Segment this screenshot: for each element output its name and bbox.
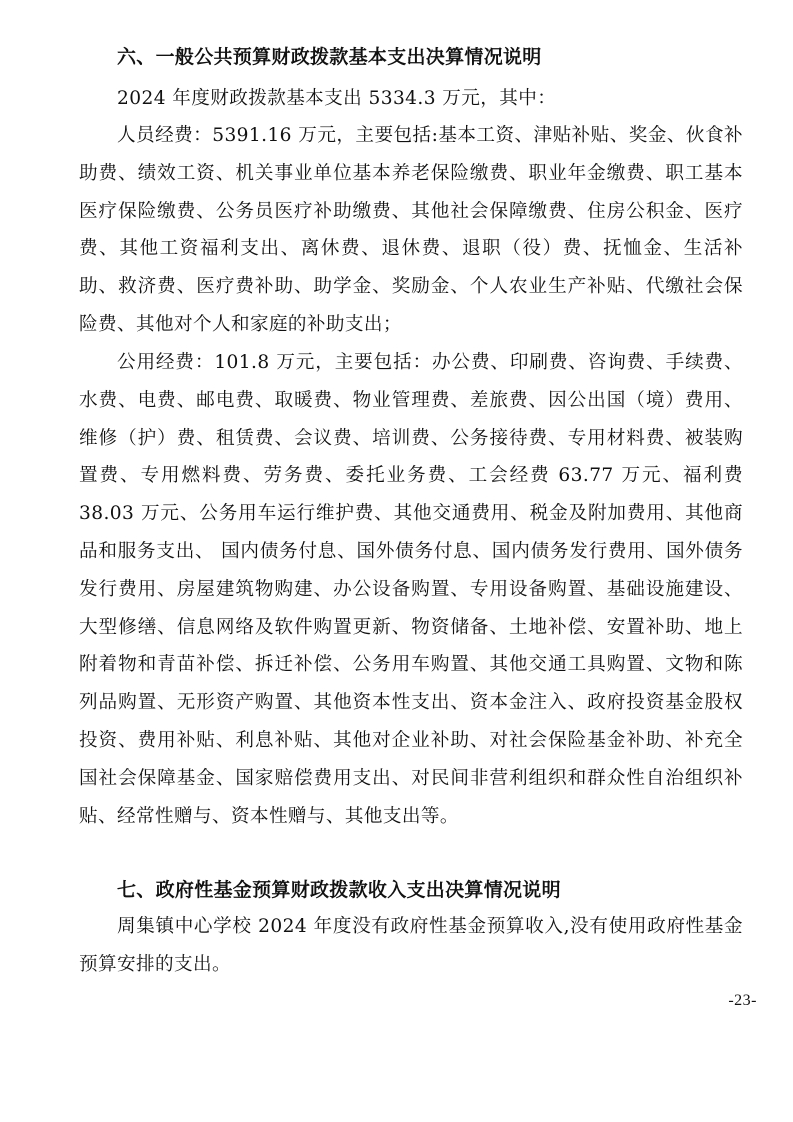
section-7-heading: 七、政府性基金预算财政拨款收入支出决算情况说明 bbox=[117, 879, 561, 901]
personnel-expenses-paragraph: 人员经费：5391.16 万元，主要包括:基本工资、津贴补贴、奖金、伙食补助费、绩效工资、机关事业单位基本养老保险缴费、职业年金缴费、职工基本医疗保险缴费、公务员医疗补助缴费、其他社会保障缴费、住房公积金、医疗费、其他工资福利支出、离休费、退休费、退职（役）费、抚恤金、生活补助、救济费、医疗费补助、助学金、奖励金、个人农业生产补贴、代缴社会保险费、其他对个人和家庭的补助支出； bbox=[79, 125, 743, 335]
public-expenses-paragraph: 公用经费：101.8 万元，主要包括：办公费、印刷费、咨询费、手续费、水费、电费、邮电费、取暖费、物业管理费、差旅费、因公出国（境）费用、维修（护）费、租赁费、会议费、培训费、公务接待费、专用材料费、被装购置费、专用燃料费、劳务费、委托业务费、工会经费 63.77 万元、福利费 38.03 万元、公务用车运行维护费、其他交通费用、税金及附加费用、其他商品和服务支出、 国内债务付息、国外债务付息、国内债务发行费用、国外债务发行费用、房屋建筑物购建、办公设备购置、专用设备购置、基础设施建设、大型修缮、信息网络及软件购置更新、物资储备、土地补偿、安置补助、地上附着物和青苗补偿、拆迁补偿、公务用车购置、其他交通工具购置、文物和陈列品购置、无形资产购置、其他资本性支出、资本金注入、政府投资基金股权投资、费用补贴、利息补贴、其他对企业补助、对社会保险基金补助、补充全国社会保障基金、国家赔偿费用支出、对民间非营利组织和群众性自治组织补贴、经常性赠与、资本性赠与、其他支出等。 bbox=[79, 352, 743, 827]
section-6-heading: 六、一般公共预算财政拨款基本支出决算情况说明 bbox=[117, 46, 542, 68]
government-fund-paragraph: 周集镇中心学校 2024 年度没有政府性基金预算收入,没有使用政府性基金预算安排的支出。 bbox=[79, 916, 743, 975]
page-number: -23- bbox=[728, 992, 757, 1009]
basic-expenditure-total: 2024 年度财政拨款基本支出 5334.3 万元，其中： bbox=[117, 88, 557, 109]
